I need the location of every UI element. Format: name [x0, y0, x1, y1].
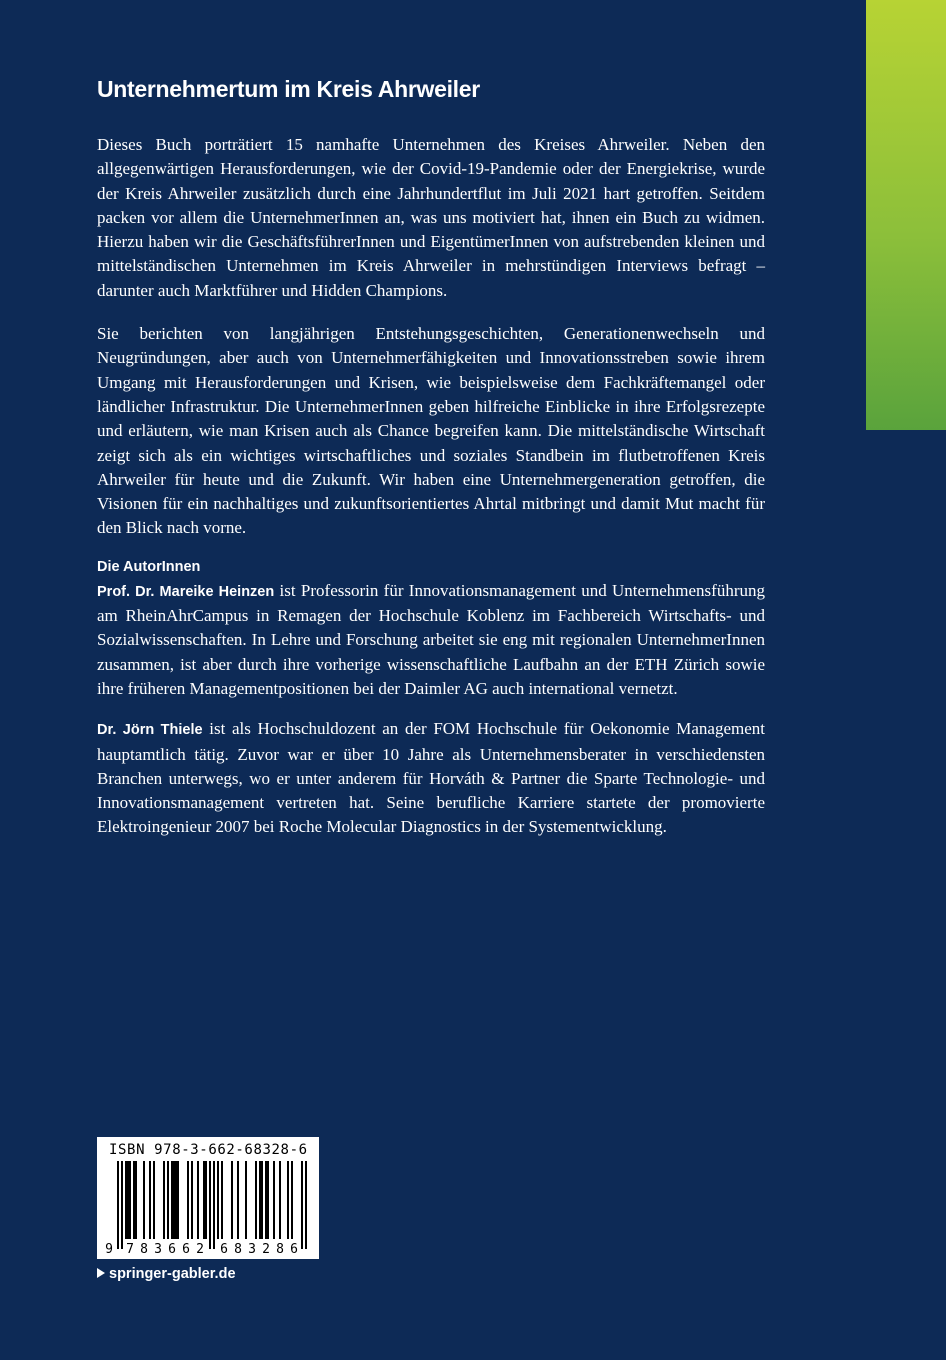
- barcode-bar: [117, 1161, 119, 1249]
- barcode-digit: 3: [154, 1242, 162, 1255]
- triangle-right-icon: [97, 1268, 105, 1278]
- barcode-bar: [221, 1161, 223, 1239]
- description-paragraph-1: Dieses Buch porträtiert 15 namhafte Unternehmen des Kreises Ahrweiler. Neben den allgegenwärtigen Herausforderungen, wie der Covid-19-Pandemie oder der Energiekrise, wurde der Kreis Ahrweiler zusätzlich durch eine Jahrhundertflut im Juli 2021 hart getroffen. Seitdem packen vor allem die UnternehmerInnen an, was uns motiviert hat, ihnen ein Buch zu widmen. Hierzu haben wir die GeschäftsführerInnen und EigentümerInnen von aufstrebenden kleinen und mittelständischen Unternehmen im Kreis Ahrweiler in mehrstündigen Interviews befragt – darunter auch Marktführer und Hidden Champions.: [97, 135, 765, 300]
- barcode-bar: [261, 1161, 263, 1239]
- isbn-number: ISBN 978-3-662-68328-6: [109, 1142, 308, 1158]
- barcode-bar: [121, 1161, 123, 1249]
- barcode-bar: [217, 1161, 219, 1239]
- barcode-bar: [203, 1161, 205, 1239]
- barcode-bar: [125, 1161, 127, 1239]
- barcode-bar: [187, 1161, 189, 1239]
- barcode-bar: [143, 1161, 145, 1239]
- barcode-digit: 8: [234, 1242, 242, 1255]
- barcode-digit: 3: [248, 1242, 256, 1255]
- barcode-bar: [267, 1161, 269, 1239]
- barcode-digit: 6: [168, 1242, 176, 1255]
- barcode-digit: 6: [182, 1242, 190, 1255]
- barcode-bar: [231, 1161, 233, 1239]
- barcode-digit: 9: [105, 1242, 113, 1255]
- barcode-bar: [127, 1161, 129, 1239]
- barcode-bar: [173, 1161, 175, 1239]
- barcode-bar: [135, 1161, 137, 1239]
- publisher-link[interactable]: [97, 1264, 236, 1284]
- barcode-bar: [175, 1161, 177, 1239]
- barcode-digit: 6: [290, 1242, 298, 1255]
- barcode-bar: [149, 1161, 151, 1239]
- author-name-1: Prof. Dr. Mareike Heinzen: [97, 583, 275, 600]
- barcode-bar: [209, 1161, 211, 1249]
- barcode-digit: 8: [140, 1242, 148, 1255]
- barcode-bar: [167, 1161, 169, 1239]
- author-bio-1: [97, 579, 765, 701]
- barcode-graphic: [103, 1161, 313, 1255]
- barcode-digit: 8: [276, 1242, 284, 1255]
- barcode-bar: [205, 1161, 207, 1239]
- publisher-url[interactable]: springer-gabler.de: [109, 1266, 236, 1282]
- barcode-bar: [133, 1161, 135, 1239]
- back-cover-text: [97, 72, 765, 856]
- barcode-bar: [259, 1161, 261, 1239]
- barcode-bar: [163, 1161, 165, 1239]
- barcode-bar: [245, 1161, 247, 1239]
- barcode-bar: [305, 1161, 307, 1249]
- barcode-digit: 2: [196, 1242, 204, 1255]
- green-accent-bar: [866, 0, 946, 430]
- barcode-bar: [265, 1161, 267, 1239]
- author-name-2: Dr. Jörn Thiele: [97, 722, 203, 739]
- author-bio-text-1: ist Professorin für Innovationsmanagement und Unternehmensführung am RheinAhrCampus in Remagen der Hochschule Koblenz im Fachbereich Wirtschafts- und Sozialwissenschaften. In Lehre und Forschung arbeitet sie eng mit regionalen UnternehmerInnen zusammen, ist aber durch ihre vorherige wissenschaftliche Laufbahn an der ETH Zürich sowie ihre früheren Managementpositionen bei der Daimler AG auch international vernetzt.: [97, 580, 765, 698]
- book-title: Unternehmertum im Kreis Ahrweiler: [97, 76, 480, 102]
- barcode-bar: [129, 1161, 131, 1239]
- authors-heading: Die AutorInnen: [97, 558, 201, 575]
- barcode-digit: 7: [126, 1242, 134, 1255]
- barcode-bar: [237, 1161, 239, 1239]
- isbn-barcode: [97, 1137, 319, 1259]
- barcode-bar: [153, 1161, 155, 1239]
- barcode-digit: 6: [220, 1242, 228, 1255]
- author-bio-2: [97, 717, 765, 839]
- description-paragraph-2: Sie berichten von langjährigen Entstehungsgeschichten, Generationenwechseln und Neugründungen, aber auch von Unternehmerfähigkeiten und Innovationsstreben sowie ihrem Umgang mit Herausforderungen und Krisen, wie beispielsweise dem Fachkräftemangel oder ländlicher Infrastruktur. Die UnternehmerInnen geben hilfreiche Einblicke in ihre Erfolgsrezepte und erläutern, wie man Krisen auch als Chance begreifen kann. Die mittelständische Wirtschaft zeigt sich als ein wichtiges wirtschaftliches und soziales Standbein im flutbetroffenen Kreis Ahrweiler für heute und die Zukunft. Wir haben eine Unternehmergeneration getroffen, die Visionen für ein nachhaltiges und zukunftsorientiertes Ahrtal mitbringt und damit Mut macht für den Blick nach vorne.: [97, 324, 765, 538]
- barcode-bar: [177, 1161, 179, 1239]
- barcode-bar: [171, 1161, 173, 1239]
- barcode-bar: [287, 1161, 289, 1239]
- barcode-bar: [255, 1161, 257, 1239]
- barcode-bar: [273, 1161, 275, 1239]
- barcode-bar: [197, 1161, 199, 1239]
- barcode-bar: [213, 1161, 215, 1249]
- barcode-bar: [301, 1161, 303, 1249]
- barcode-digit: 2: [262, 1242, 270, 1255]
- barcode-bar: [191, 1161, 193, 1239]
- author-bio-text-2: ist als Hochschuldozent an der FOM Hochschule für Oekonomie Management hauptamtlich tätig. Zuvor war er über 10 Jahre als Unternehmensberater in verschiedensten Branchen unterwegs, wo er unter anderem für Horváth & Partner die Sparte Technologie- und Innovationsmanagement vertreten hat. Seine berufliche Karriere startete der promovierte Elektroingenieur 2007 bei Roche Molecular Diagnostics in der Systementwicklung.: [97, 719, 765, 837]
- barcode-bar: [291, 1161, 293, 1239]
- barcode-bar: [279, 1161, 281, 1239]
